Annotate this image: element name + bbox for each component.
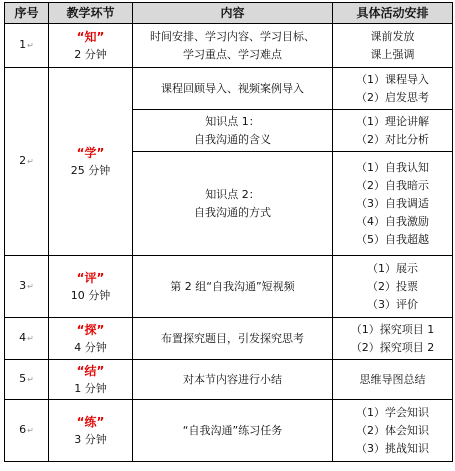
link-time: 10 分钟: [70, 288, 111, 302]
table-header-row: [5, 3, 453, 24]
content-line: 布置探究题目，引发探究思考: [161, 331, 304, 345]
link-time: 4 分钟: [74, 340, 107, 354]
cell-activity: [333, 360, 453, 400]
link-name: “探”: [76, 322, 105, 337]
activity-line: （1）理论讲解: [356, 114, 429, 128]
activity-line: （2）体会知识: [356, 423, 429, 437]
link-time: 2 分钟: [74, 47, 107, 61]
cell-link: [49, 318, 133, 360]
activity-line: 课上强调: [370, 47, 415, 61]
header-no: 序号: [5, 3, 49, 24]
activity-line: （2）探究项目 2: [350, 340, 435, 354]
cell-link: [49, 256, 133, 318]
cell-activity: [333, 110, 453, 152]
activity-line: （4）自我激励: [356, 214, 429, 228]
cell-content: [133, 68, 333, 110]
content-line: 第 2 组“自我沟通”短视频: [170, 279, 295, 293]
content-line: “自我沟通”练习任务: [182, 423, 283, 437]
activity-line: （3）自我调适: [356, 196, 429, 210]
cell-no: 1↵: [5, 24, 49, 68]
content-line: 自我沟通的方式: [194, 205, 271, 219]
cell-content: [133, 152, 333, 256]
cell-no: 6↵: [5, 400, 49, 462]
table-row: [5, 68, 453, 110]
header-link: 教学环节: [49, 3, 133, 24]
cell-activity: [333, 318, 453, 360]
content-line: 学习重点、学习难点: [183, 47, 282, 61]
cell-content: [133, 256, 333, 318]
table-row: [5, 318, 453, 360]
table-row: [5, 360, 453, 400]
activity-line: （5）自我超越: [356, 232, 429, 246]
activity-line: （1）探究项目 1: [350, 322, 435, 336]
activity-line: 课前发放: [370, 29, 415, 43]
content-line: 时间安排、学习内容、学习目标、: [150, 29, 315, 43]
lesson-plan-table: [4, 2, 453, 462]
cell-activity: [333, 68, 453, 110]
content-line: 自我沟通的含义: [194, 132, 271, 146]
activity-line: 思维导图总结: [359, 372, 426, 386]
cell-activity: [333, 400, 453, 462]
activity-line: （3）评价: [367, 297, 418, 311]
link-name: “结”: [76, 363, 105, 378]
link-name: “学”: [76, 145, 105, 160]
cell-no: 2↵: [5, 68, 49, 256]
content-line: 课程回顾导入、视频案例导入: [161, 81, 304, 95]
table-row: [5, 256, 453, 318]
link-time: 25 分钟: [70, 163, 111, 177]
content-line: 知识点 2：: [205, 187, 260, 201]
cell-link: [49, 24, 133, 68]
cell-link: [49, 360, 133, 400]
cell-content: [133, 400, 333, 462]
table-row: [5, 24, 453, 68]
link-time: 1 分钟: [74, 381, 107, 395]
activity-line: （1）自我认知: [356, 160, 429, 174]
link-name: “知”: [76, 29, 105, 44]
activity-line: （1）课程导入: [356, 72, 429, 86]
cell-content: [133, 24, 333, 68]
cell-link: [49, 68, 133, 256]
cell-activity: [333, 256, 453, 318]
cell-activity: [333, 152, 453, 256]
header-content: 内容: [133, 3, 333, 24]
header-activity: 具体活动安排: [333, 3, 453, 24]
cell-link: [49, 400, 133, 462]
link-name: “练”: [76, 414, 105, 429]
cell-no: 5↵: [5, 360, 49, 400]
link-time: 3 分钟: [74, 432, 107, 446]
activity-line: （1）展示: [367, 261, 418, 275]
activity-line: （1）学会知识: [356, 405, 429, 419]
cell-no: 3↵: [5, 256, 49, 318]
table-row: [5, 400, 453, 462]
activity-line: （3）挑战知识: [356, 441, 429, 455]
cell-activity: [333, 24, 453, 68]
link-name: “评”: [76, 270, 105, 285]
cell-content: [133, 318, 333, 360]
cell-no: 4↵: [5, 318, 49, 360]
activity-line: （2）启发思考: [356, 90, 429, 104]
content-line: 知识点 1：: [205, 114, 260, 128]
cell-content: [133, 360, 333, 400]
cell-content: [133, 110, 333, 152]
activity-line: （2）对比分析: [356, 132, 429, 146]
content-line: 对本节内容进行小结: [183, 372, 282, 386]
activity-line: （2）自我暗示: [356, 178, 429, 192]
activity-line: （2）投票: [367, 279, 418, 293]
